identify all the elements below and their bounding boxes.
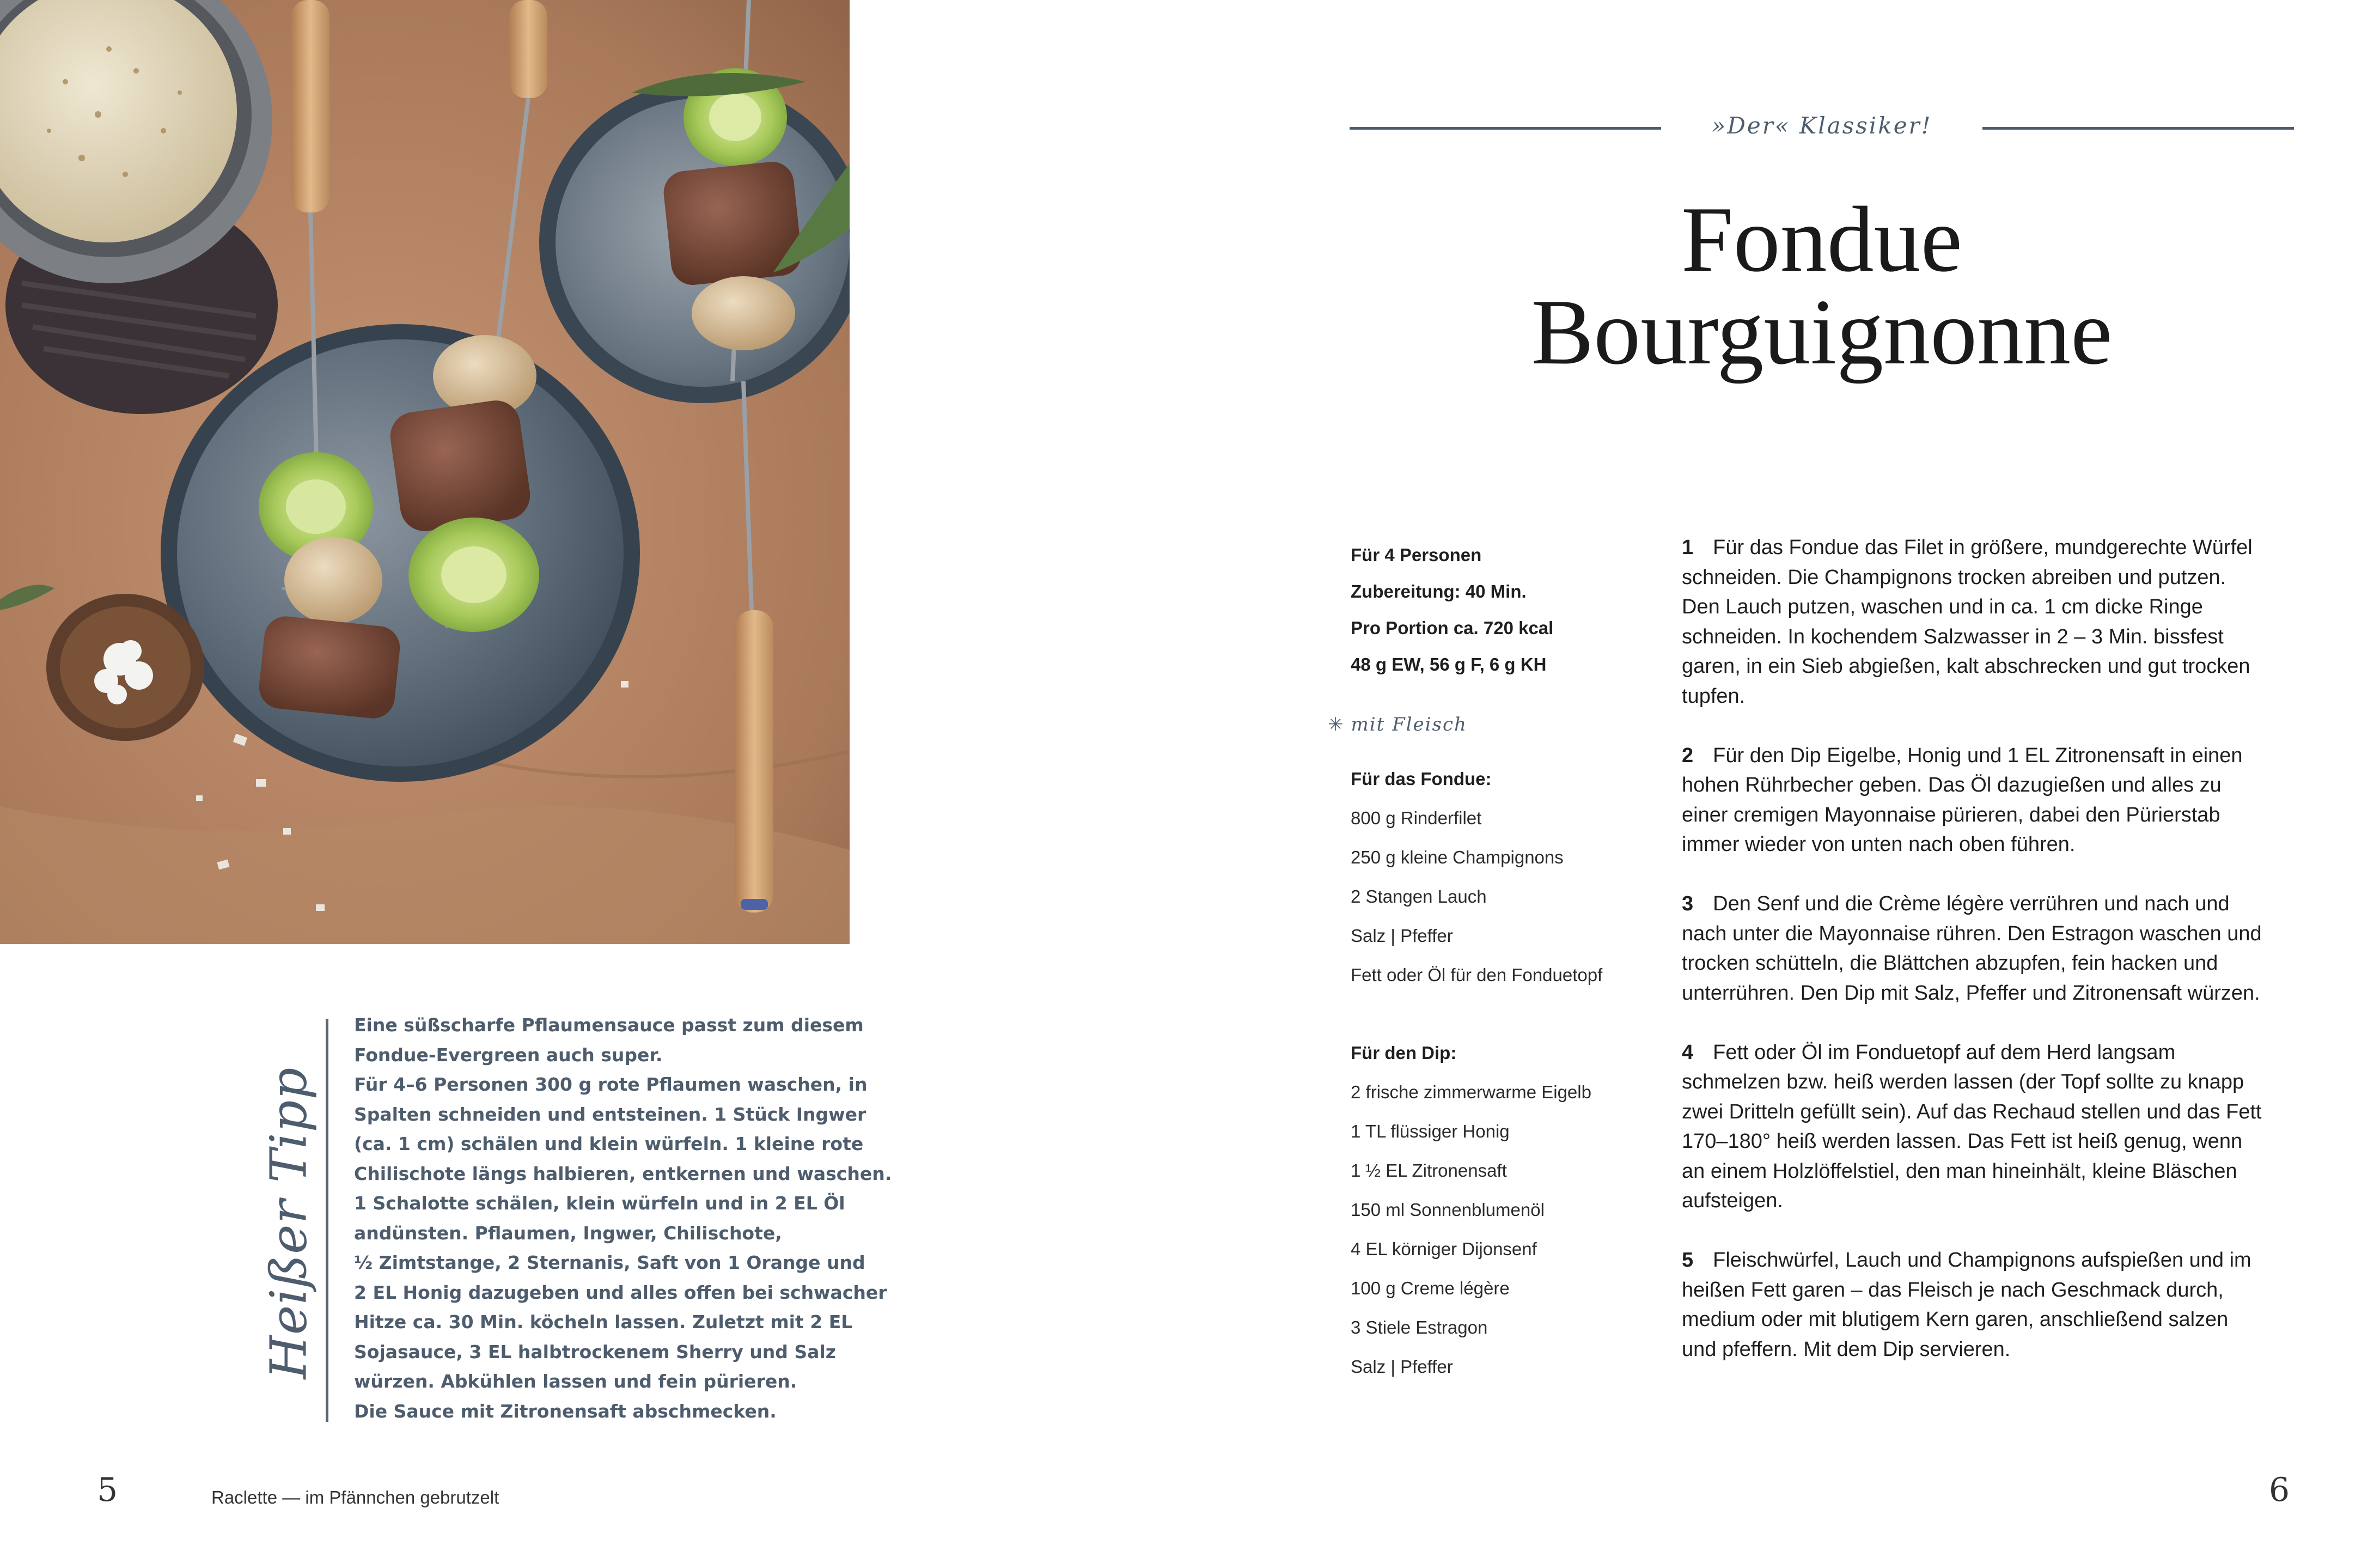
step-number: 2 xyxy=(1682,744,1694,767)
ingredient-item: Fett oder Öl für den Fonduetopf xyxy=(1351,965,1603,985)
step-1 xyxy=(1682,533,2303,711)
tip-body xyxy=(354,1011,892,1426)
tip-line: ½ Zimtstange, 2 Sternanis, Saft von 1 Orange und xyxy=(354,1252,865,1273)
page-number-left: 5 xyxy=(97,1471,118,1509)
header-rule-left xyxy=(1350,127,1661,130)
tip-divider xyxy=(326,1019,328,1422)
diet-tag xyxy=(1328,714,1467,735)
prep-time: Zubereitung: 40 Min. xyxy=(1351,581,1527,601)
ingredient-item: 100 g Creme légère xyxy=(1351,1278,1510,1298)
ingredients-heading: Für das Fondue: xyxy=(1351,769,1492,789)
step-number: 4 xyxy=(1682,1041,1694,1064)
step-line: nach unter die Mayonnaise rühren. Den Estragon waschen und xyxy=(1682,922,2262,945)
ingredients-dip xyxy=(1351,1033,1688,1386)
ingredient-item: 800 g Rinderfilet xyxy=(1351,808,1482,828)
recipe-meta xyxy=(1351,537,1677,683)
calories: Pro Portion ca. 720 kcal xyxy=(1351,618,1554,638)
tip-heading xyxy=(256,1067,321,1379)
page-number-right: 6 xyxy=(2269,1471,2290,1509)
tip-line: 2 EL Honig dazugeben und alles offen bei schwacher xyxy=(354,1281,887,1303)
step-line: schneiden. In kochendem Salzwasser in 2 – 3 Min. bissfest xyxy=(1682,625,2224,648)
step-line: tupfen. xyxy=(1682,684,1746,708)
ingredients-heading: Für den Dip: xyxy=(1351,1043,1457,1063)
tip-line: andünsten. Pflaumen, Ingwer, Chilischote, xyxy=(354,1222,782,1244)
ingredients-fondue xyxy=(1351,759,1688,995)
nutrition: 48 g EW, 56 g F, 6 g KH xyxy=(1351,654,1547,674)
tip-line: Eine süßscharfe Pflaumensauce passt zum diesem xyxy=(354,1014,864,1036)
tip-line: Hitze ca. 30 Min. köcheln lassen. Zuletzt mit 2 EL xyxy=(354,1311,853,1333)
recipe-title-line: Bourguignonne xyxy=(1531,281,2113,384)
kicker: »Der« Klassiker! xyxy=(1711,112,1932,139)
step-2 xyxy=(1682,741,2303,860)
running-head: Raclette — im Pfännchen gebrutzelt xyxy=(211,1487,499,1507)
recipe-title xyxy=(1350,188,2294,384)
tip-line: 1 Schalotte schälen, klein würfeln und in 2 EL Öl xyxy=(354,1193,845,1214)
step-3 xyxy=(1682,889,2303,1008)
step-line: medium oder mit blutigem Kern garen, anschließend salzen xyxy=(1682,1308,2229,1331)
step-line: hohen Rührbecher geben. Das Öl dazugießen und alles zu xyxy=(1682,774,2222,796)
tip-line: Spalten schneiden und entsteinen. 1 Stück Ingwer xyxy=(354,1103,866,1125)
servings: Für 4 Personen xyxy=(1351,545,1482,565)
ingredient-item: 1 ½ EL Zitronensaft xyxy=(1351,1160,1507,1181)
ingredient-item: 3 Stiele Estragon xyxy=(1351,1317,1488,1337)
header-rule-right xyxy=(1982,127,2294,130)
step-line: unterrühren. Den Dip mit Salz, Pfeffer und Zitronensaft würzen. xyxy=(1682,981,2260,1005)
star-icon: ✳ xyxy=(1328,714,1345,735)
food-photo xyxy=(0,0,850,944)
step-line: schmelzen bzw. heiß werden lassen (der Topf sollte zu knapp xyxy=(1682,1071,2244,1093)
step-line: garen, in ein Sieb abgießen, kalt abschrecken und gut trocken xyxy=(1682,655,2250,678)
step-number: 5 xyxy=(1682,1249,1694,1272)
diet-tag-label: mit Fleisch xyxy=(1351,714,1467,735)
tip-line: würzen. Abkühlen lassen und fein pürieren. xyxy=(354,1371,797,1392)
instructions xyxy=(1682,533,2303,1394)
step-line: trocken schütteln, die Blättchen abzupfen, fein hacken und xyxy=(1682,952,2218,975)
step-line: Für den Dip Eigelbe, Honig und 1 EL Zitronensaft in einen xyxy=(1713,744,2243,767)
tip-heading-text: Heißer Tipp xyxy=(259,1067,318,1379)
step-line: heißen Fett garen – das Fleisch je nach Geschmack durch, xyxy=(1682,1278,2224,1301)
ingredient-item: 4 EL körniger Dijonsenf xyxy=(1351,1239,1537,1259)
ingredient-item: 2 frische zimmerwarme Eigelb xyxy=(1351,1082,1591,1102)
step-line: aufsteigen. xyxy=(1682,1189,1783,1212)
step-line: Fett oder Öl im Fonduetopf auf dem Herd langsam xyxy=(1713,1041,2176,1064)
step-line: und pfeffern. Mit dem Dip servieren. xyxy=(1682,1337,2011,1361)
ingredient-item: 250 g kleine Champignons xyxy=(1351,847,1564,867)
food-photo-illustration xyxy=(0,0,850,944)
tip-line: Für 4–6 Personen 300 g rote Pflaumen waschen, in xyxy=(354,1074,868,1095)
step-line: Den Senf und die Crème légère verrühren und nach und xyxy=(1713,892,2230,915)
ingredient-item: Salz | Pfeffer xyxy=(1351,1357,1453,1377)
step-line: an einem Holzlöffelstiel, den man hineinhält, kleine Bläschen xyxy=(1682,1159,2237,1183)
step-line: schneiden. Die Champignons trocken abreiben und putzen. xyxy=(1682,565,2226,589)
tip-line: Sojasauce, 3 EL halbtrockenem Sherry und Salz xyxy=(354,1341,836,1363)
tip-line: Die Sauce mit Zitronensaft abschmecken. xyxy=(354,1400,777,1422)
tip-line: Fondue-Evergreen auch super. xyxy=(354,1044,663,1066)
recipe-title-line: Fondue xyxy=(1681,188,1962,291)
ingredient-item: 1 TL flüssiger Honig xyxy=(1351,1121,1510,1141)
step-line: Für das Fondue das Filet in größere, mundgerechte Würfel xyxy=(1713,536,2253,559)
step-line: zwei Dritteln gefüllt sein). Auf das Rechaud stellen und das Fett xyxy=(1682,1100,2262,1123)
step-number: 3 xyxy=(1682,892,1694,915)
ingredient-item: 150 ml Sonnenblumenöl xyxy=(1351,1200,1545,1220)
step-4 xyxy=(1682,1038,2303,1216)
step-5 xyxy=(1682,1245,2303,1364)
step-line: 170–180° heiß werden lassen. Das Fett ist heiß genug, wenn xyxy=(1682,1130,2243,1153)
tip-line: Chilischote längs halbieren, entkernen und waschen. xyxy=(354,1163,892,1184)
step-line: Fleischwürfel, Lauch und Champignons aufspießen und im xyxy=(1713,1249,2251,1272)
step-number: 1 xyxy=(1682,536,1694,559)
step-line: immer wieder von unten nach oben führen. xyxy=(1682,833,2076,856)
step-line: einer cremigen Mayonnaise pürieren, dabei den Pürierstab xyxy=(1682,803,2220,826)
tip-line: (ca. 1 cm) schälen und klein würfeln. 1 kleine rote xyxy=(354,1133,864,1154)
step-line: Den Lauch putzen, waschen und in ca. 1 cm dicke Ringe xyxy=(1682,595,2203,618)
ingredient-item: Salz | Pfeffer xyxy=(1351,926,1453,946)
ingredient-item: 2 Stangen Lauch xyxy=(1351,886,1487,907)
